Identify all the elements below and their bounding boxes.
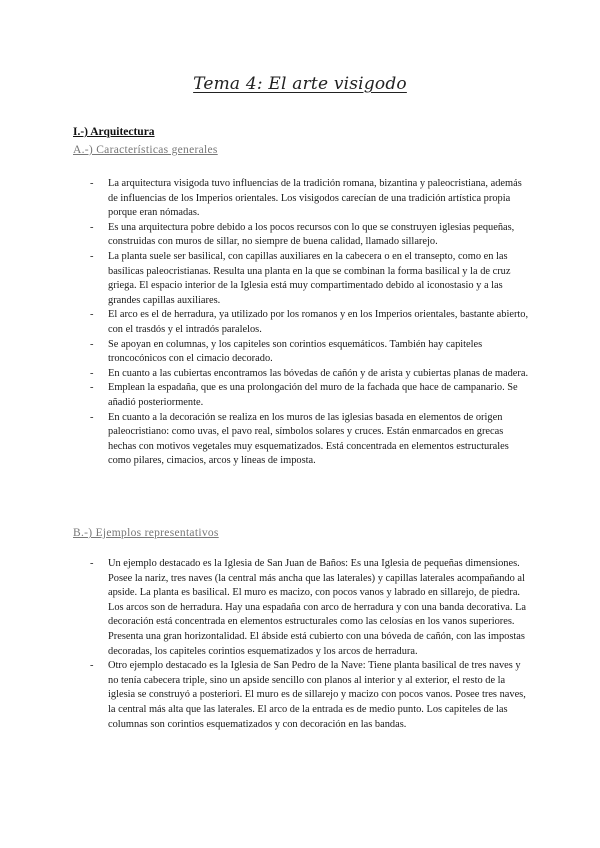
bullet-dash: - [90,221,94,233]
section-b-list [90,557,530,732]
bullet-dash: - [90,250,94,262]
list-item-text: La arquitectura visigoda tuvo influencias de la tradición romana, bizantina y paleocristiana, además de influencias de los Imperios orientales. Los visigodos carecían de una tradición artística propia porque eran nómadas. [108,178,522,219]
bullet-dash: - [90,660,94,672]
list-item [90,381,530,410]
section-a-heading: A.-) Características generales [73,144,218,156]
list-item-text: En cuanto a la decoración se realiza en los muros de las iglesias basada en elementos de origen paleocristiano: como uvas, el pavo real, símbolos solares y cruces. Están enmarcados en grecas hechas con motivos vegetales muy esquematizados. Está concentrada en elementos estructurales como pilares, cimacios, arcos y líneas de imposta. [108,411,509,467]
list-item [90,367,530,382]
list-item [90,177,530,221]
list-item [90,557,530,659]
list-item-text: Emplean la espadaña, que es una prolongación del muro de la fachada que hace de campanario. Se añadió posteriormente. [108,382,518,408]
list-item [90,338,530,367]
bullet-dash: - [90,338,94,350]
section-b-heading: B.-) Ejemplos representativos [73,527,219,539]
list-item-text: En cuanto a las cubiertas encontramos las bóvedas de cañón y de arista y cubiertas planas de madera. [108,367,529,379]
list-item [90,221,530,250]
list-item-text: El arco es el de herradura, ya utilizado por los romanos y en los Imperios orientales, bastante abierto, con el trasdós y el intradós paralelos. [108,309,529,335]
bullet-dash: - [90,558,94,569]
list-item-text: Un ejemplo destacado es la Iglesia de San Juan de Baños: Es una Iglesia de pequeñas dimensiones. Posee la nariz, tres naves (la central más ancha que las laterales) y capillas laterales acompañando al apside. La planta es basilical. El muro es macizo, con pocos vanos y labrado en sillarejo, de piedra. Los arcos son de herradura. Hay una espadaña con arco de herradura y con una banda decorativa. La decoración está concentrada en elementos estructurales como las celosías en los vanos superiores. Presenta una gran horizontalidad. El ábside está cubierto con una bóveda de cañón, con las impostas decoradas, los capiteles corintios esquematizados y los arcos de herradura. [108,558,527,657]
list-item [90,308,530,337]
list-item [90,659,530,732]
bullet-dash: - [90,411,94,423]
list-item [90,411,530,469]
page-title: Tema 4: El arte visigodo [193,74,407,94]
bullet-dash: - [90,178,94,189]
section-a-list [90,177,530,469]
list-item-text: La planta suele ser basilical, con capillas auxiliares en la cabecera o en el transepto, como en las basílicas paleocristianas. Resulta una planta en la que se combinan la forma basilical y la de cruz griega. El espacio interior de la Iglesia está muy compartimentado debido al iconostasio y a las grandes capillas auxiliares. [108,250,511,306]
main-heading: I.-) Arquitectura [73,126,155,138]
bullet-dash: - [90,382,94,394]
list-item [90,250,530,308]
list-item-text: Es una arquitectura pobre debido a los pocos recursos con lo que se construyen iglesias pequeñas, construidas con muros de sillar, no siempre de buena calidad, llamado sillarejo. [108,221,515,248]
bullet-dash: - [90,367,94,379]
list-item-text: Otro ejemplo destacado es la Iglesia de San Pedro de la Nave: Tiene planta basilical de tres naves y no tenía cabecera triple, sino un apside sencillo con planos al interior y al exterior, el resto de la iglesia se construyó a posteriori. El muro es de sillarejo y macizo con pocos vanos. Posee tres naves, la central más alta que las laterales. El arco de la entrada es de medio punto. Los capiteles de las columnas son corintios esquematizados y con decoración en las bandas. [108,660,526,730]
list-item-text: Se apoyan en columnas, y los capiteles son corintios esquemáticos. También hay capiteles troncocónicos con el cimacio decorado. [108,338,483,365]
bullet-dash: - [90,309,94,321]
